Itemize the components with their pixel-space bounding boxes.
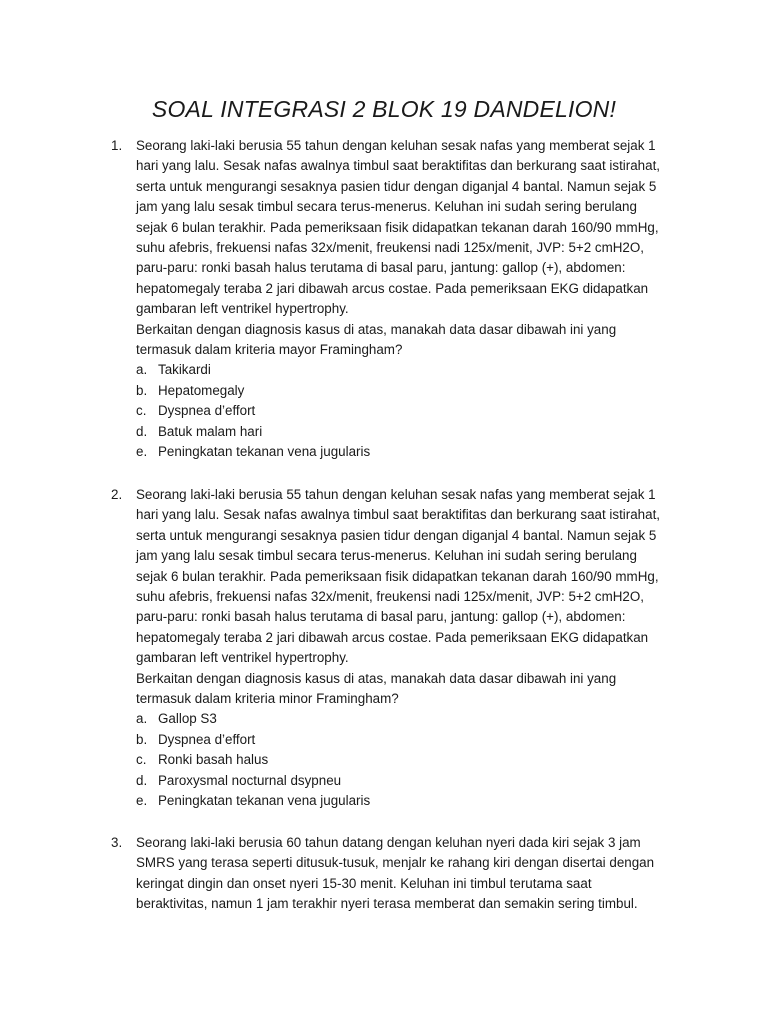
document-title: SOAL INTEGRASI 2 BLOK 19 DANDELION! xyxy=(151,96,617,122)
option-letter: e. xyxy=(136,444,148,460)
option-letter: a. xyxy=(136,362,148,378)
answer-option xyxy=(136,381,686,401)
answer-option xyxy=(136,422,686,442)
option-text: Peningkatan tekanan vena jugularis xyxy=(158,444,371,460)
option-letter: a. xyxy=(136,711,148,727)
answer-option xyxy=(136,730,686,750)
answer-option xyxy=(136,709,686,729)
question-body xyxy=(136,833,686,915)
answer-option xyxy=(136,771,686,791)
question-text: Seorang laki-laki berusia 60 tahun datang dengan keluhan nyeri dada kiri sejak 3 jam SMRS yang terasa seperti ditusuk-tusuk, menjalr ke rahang kiri dengan disertai dengan keringat dingin dan onset nyeri 15-30 menit. Keluhan ini timbul terutama saat beraktivitas, namun 1 jam terakhir nyeri terasa memberat dan semakin sering timbul. xyxy=(136,835,655,912)
answer-option xyxy=(136,401,686,421)
option-text: Dyspnea d’effort xyxy=(158,403,256,419)
question-number: 3. xyxy=(111,835,123,850)
answer-option xyxy=(136,360,686,380)
option-text: Gallop S3 xyxy=(158,711,217,727)
option-text: Paroxysmal nocturnal dsypneu xyxy=(158,772,342,788)
option-letter: c. xyxy=(136,752,147,768)
answer-option xyxy=(136,750,686,770)
answer-option xyxy=(136,791,686,811)
question-text: Seorang laki-laki berusia 55 tahun dengan keluhan sesak nafas yang memberat sejak 1 hari yang lalu. Sesak nafas awalnya timbul saat beraktifitas dan berkurang saat istirahat, serta untuk mengurangi sesaknya pasien tidur dengan diganjal 4 bantal. Namun sejak 5 jam yang lalu sesak timbul secara terus-menerus. Keluhan ini sudah sering berulang sejak 6 bulan terakhir. Pada pemeriksaan fisik didapatkan tekanan darah 160/90 mmHg, suhu afebris, frekuensi nafas 32x/menit, freukensi nadi 125x/menit, JVP: 5+2 cmH2O, paru-paru: ronki basah halus terutama di basal paru, jantung: gallop (+), abdomen: hepatomegaly teraba 2 jari dibawah arcus costae. Pada pemeriksaan EKG didapatkan gambaran left ventrikel hypertrophy. xyxy=(136,138,661,317)
option-letter: c. xyxy=(136,403,147,419)
question-3 xyxy=(111,833,686,915)
question-prompt: Berkaitan dengan diagnosis kasus di atas, manakah data dasar dibawah ini yang termasuk dalam kriteria minor Framingham? xyxy=(136,670,617,707)
option-letter: e. xyxy=(136,793,148,809)
option-text: Batuk malam hari xyxy=(158,423,263,439)
question-prompt: Berkaitan dengan diagnosis kasus di atas, manakah data dasar dibawah ini yang termasuk dalam kriteria mayor Framingham? xyxy=(136,321,617,358)
option-letter: b. xyxy=(136,731,148,747)
option-letter: b. xyxy=(136,382,148,398)
option-letter: d. xyxy=(136,772,148,788)
answer-option xyxy=(136,442,686,462)
answer-options xyxy=(136,709,686,811)
question-number: 1. xyxy=(111,138,123,153)
question-number: 2. xyxy=(111,487,123,502)
option-letter: d. xyxy=(136,423,148,439)
option-text: Dyspnea d’effort xyxy=(158,731,256,747)
question-2 xyxy=(111,485,686,812)
option-text: Ronki basah halus xyxy=(158,752,269,768)
option-text: Takikardi xyxy=(158,362,211,378)
option-text: Hepatomegaly xyxy=(158,382,245,398)
question-text: Seorang laki-laki berusia 55 tahun dengan keluhan sesak nafas yang memberat sejak 1 hari yang lalu. Sesak nafas awalnya timbul saat beraktifitas dan berkurang saat istirahat, serta untuk mengurangi sesaknya pasien tidur dengan diganjal 4 bantal. Namun sejak 5 jam yang lalu sesak timbul secara terus-menerus. Keluhan ini sudah sering berulang sejak 6 bulan terakhir. Pada pemeriksaan fisik didapatkan tekanan darah 160/90 mmHg, suhu afebris, frekuensi nafas 32x/menit, freukensi nadi 125x/menit, JVP: 5+2 cmH2O, paru-paru: ronki basah halus terutama di basal paru, jantung: gallop (+), abdomen: hepatomegaly teraba 2 jari dibawah arcus costae. Pada pemeriksaan EKG didapatkan gambaran left ventrikel hypertrophy. xyxy=(136,487,661,666)
question-body xyxy=(136,136,686,463)
option-text: Peningkatan tekanan vena jugularis xyxy=(158,793,371,809)
question-body xyxy=(136,485,686,812)
question-1 xyxy=(111,136,686,463)
answer-options xyxy=(136,360,686,462)
